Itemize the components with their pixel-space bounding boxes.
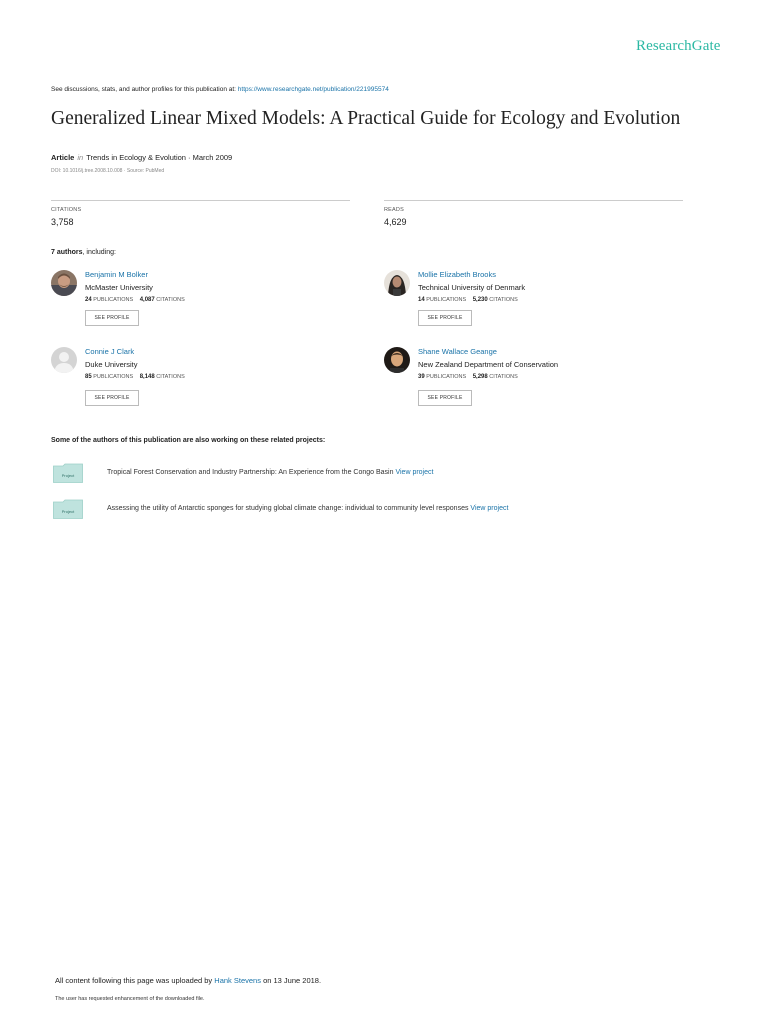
upload-prefix: All content following this page was uploaded by bbox=[55, 976, 215, 985]
publications-count: 39 bbox=[418, 374, 425, 380]
authors-suffix: , including: bbox=[82, 249, 116, 256]
publications-count: 24 bbox=[85, 297, 92, 303]
publications-label: PUBLICATIONS bbox=[93, 297, 134, 303]
project-item bbox=[53, 463, 693, 487]
default-avatar-icon bbox=[51, 347, 77, 373]
project-folder-icon bbox=[53, 499, 83, 519]
author-name-link[interactable]: Shane Wallace Geange bbox=[418, 347, 497, 356]
avatar[interactable] bbox=[384, 347, 410, 373]
citations-count: 4,087 bbox=[139, 297, 155, 303]
citations-label: CITATIONS bbox=[51, 207, 82, 213]
avatar[interactable] bbox=[51, 270, 77, 296]
author-photo-icon bbox=[384, 347, 410, 373]
project-text bbox=[107, 469, 433, 476]
project-icon-label: Project bbox=[61, 509, 75, 514]
reads-label: READS bbox=[384, 207, 404, 213]
project-text bbox=[107, 505, 508, 512]
enhancement-note: The user has requested enhancement of the downloaded file. bbox=[55, 996, 205, 1002]
author-institution: New Zealand Department of Conservation bbox=[418, 360, 559, 369]
citations-count: 5,230 bbox=[472, 297, 488, 303]
see-profile-button[interactable]: SEE PROFILE bbox=[418, 390, 472, 406]
view-project-link[interactable]: View project bbox=[395, 469, 434, 476]
publications-count: 14 bbox=[418, 297, 425, 303]
upload-suffix: on 13 June 2018. bbox=[260, 976, 322, 985]
doi-line: DOI: 10.1016/j.tree.2008.10.008 · Source: PubMed bbox=[51, 168, 165, 174]
publication-title: Generalized Linear Mixed Models: A Practical Guide for Ecology and Evolution bbox=[51, 108, 681, 129]
discussion-line bbox=[51, 86, 389, 93]
citations-label: CITATIONS bbox=[489, 297, 518, 303]
author-photo-icon bbox=[51, 270, 77, 296]
author-card bbox=[51, 270, 351, 340]
author-name-link[interactable]: Benjamin M Bolker bbox=[85, 270, 148, 279]
reads-value: 4,629 bbox=[384, 217, 407, 227]
upload-notice bbox=[55, 976, 321, 985]
author-counts bbox=[418, 374, 518, 380]
citations-count: 5,298 bbox=[472, 374, 488, 380]
project-folder-icon bbox=[53, 463, 83, 483]
author-institution: Duke University bbox=[85, 360, 138, 369]
citations-label: CITATIONS bbox=[156, 297, 185, 303]
author-photo-icon bbox=[384, 270, 410, 296]
authors-count: 7 authors bbox=[51, 249, 83, 256]
author-counts bbox=[85, 374, 185, 380]
authors-heading bbox=[51, 249, 116, 256]
author-institution: Technical University of Denmark bbox=[418, 283, 526, 292]
citations-value: 3,758 bbox=[51, 217, 74, 227]
publications-label: PUBLICATIONS bbox=[426, 297, 467, 303]
related-projects-heading: Some of the authors of this publication are also working on these related projects: bbox=[51, 437, 326, 444]
publications-label: PUBLICATIONS bbox=[426, 374, 467, 380]
discussion-prefix: See discussions, stats, and author profiles for this publication at: bbox=[51, 86, 238, 93]
author-name-link[interactable]: Mollie Elizabeth Brooks bbox=[418, 270, 496, 279]
journal-info: Trends in Ecology & Evolution · March 2009 bbox=[86, 153, 233, 162]
reads-stat bbox=[384, 200, 683, 227]
see-profile-button[interactable]: SEE PROFILE bbox=[85, 390, 139, 406]
see-profile-button[interactable]: SEE PROFILE bbox=[85, 310, 139, 326]
avatar[interactable] bbox=[384, 270, 410, 296]
author-counts bbox=[418, 297, 518, 303]
view-project-link[interactable]: View project bbox=[470, 505, 509, 512]
citations-count: 8,148 bbox=[139, 374, 155, 380]
project-title: Tropical Forest Conservation and Industry Partnership: An Experience from the Congo Basin bbox=[107, 469, 394, 476]
author-institution: McMaster University bbox=[85, 283, 153, 292]
uploader-link[interactable]: Hank Stevens bbox=[214, 976, 261, 985]
project-icon-label: Project bbox=[61, 473, 75, 478]
researchgate-logo[interactable]: ResearchGate bbox=[636, 38, 721, 54]
publication-type: Article bbox=[51, 153, 75, 162]
author-card bbox=[384, 270, 684, 340]
publication-url-link[interactable]: https://www.researchgate.net/publication/221995574 bbox=[237, 86, 389, 93]
citations-label: CITATIONS bbox=[489, 374, 518, 380]
avatar[interactable] bbox=[51, 347, 77, 373]
see-profile-button[interactable]: SEE PROFILE bbox=[418, 310, 472, 326]
in-label: in bbox=[77, 153, 84, 162]
publications-label: PUBLICATIONS bbox=[93, 374, 134, 380]
author-name-link[interactable]: Connie J Clark bbox=[85, 347, 135, 356]
citations-stat bbox=[51, 200, 350, 227]
author-counts bbox=[85, 297, 185, 303]
publications-count: 85 bbox=[85, 374, 92, 380]
project-item bbox=[53, 499, 693, 523]
citations-label: CITATIONS bbox=[156, 374, 185, 380]
project-title: Assessing the utility of Antarctic sponges for studying global climate change: individual to community level responses bbox=[107, 505, 469, 512]
author-card bbox=[384, 347, 684, 417]
publication-meta bbox=[51, 153, 232, 162]
author-card bbox=[51, 347, 351, 417]
